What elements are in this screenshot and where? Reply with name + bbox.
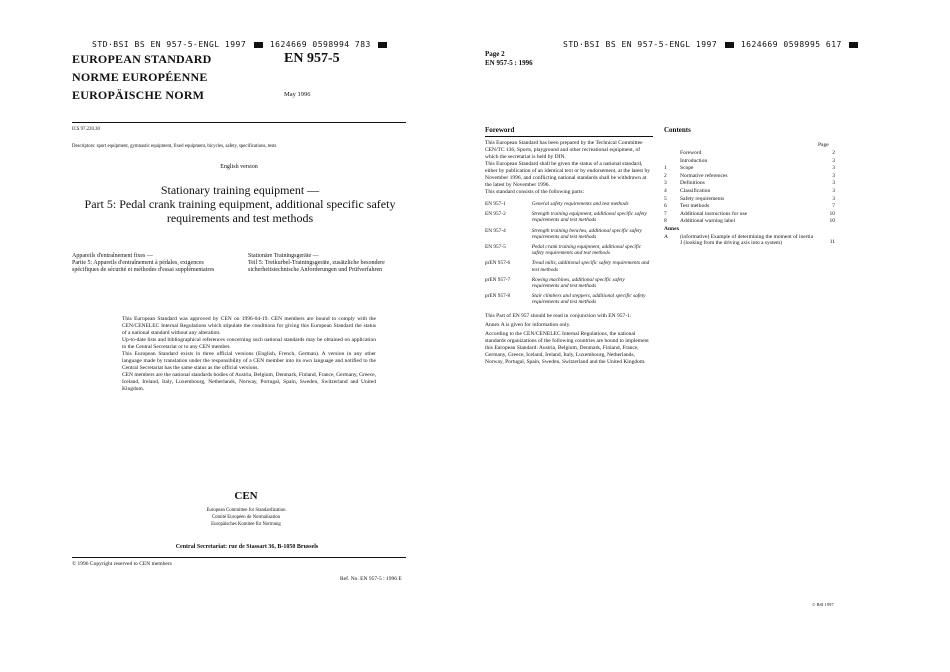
std-de: EUROPÄISCHE NORM bbox=[72, 88, 205, 102]
part-code: EN 957-1 bbox=[485, 201, 506, 207]
cen-names bbox=[170, 507, 322, 528]
toc-number: 5 bbox=[664, 195, 667, 202]
part-code: EN 957-5 bbox=[485, 244, 506, 251]
toc-number: 8 bbox=[664, 218, 667, 225]
toc-title: Safety requirements bbox=[680, 195, 725, 202]
en-number: EN 957-5 bbox=[284, 51, 340, 66]
right-stamp-code: 1624669 0598995 617 bbox=[740, 40, 842, 49]
part-code: prEN 957-6 bbox=[485, 260, 511, 267]
page-number: Page 2 bbox=[485, 50, 505, 58]
toc-entry[interactable] bbox=[664, 196, 835, 204]
toc-number: 2 bbox=[664, 172, 667, 179]
toc-page: 3 bbox=[832, 172, 835, 179]
bsi-copyright: © BSI 1997 bbox=[812, 602, 834, 607]
toc-title: Additional warning label bbox=[680, 218, 735, 225]
foreword-paragraph: This European Standard has been prepared by the Technical Committee CEN/TC 136, Sports, playground and other recreational equipment, of which the secretariat is held by DIN. bbox=[485, 140, 643, 160]
toc-page: 3 bbox=[832, 165, 835, 172]
part-row bbox=[485, 201, 653, 211]
title-line: Stationary training equipment — bbox=[160, 183, 320, 197]
part-description: Rowing machines, additional specific safety requirements and test methods bbox=[531, 276, 625, 290]
approval-text bbox=[122, 316, 376, 393]
toc-number: 4 bbox=[664, 187, 667, 194]
title-line: requirements and test methods bbox=[166, 211, 314, 225]
annex-label: Annex bbox=[664, 225, 680, 232]
left-stamp-text: STD·BSI BS EN 957-5-ENGL 1997 bbox=[92, 40, 247, 49]
secretariat: Central Secretariat: rue de Stassart 36, B-1050 Brussels bbox=[175, 544, 319, 550]
left-stamp-code: 1624669 0598994 783 bbox=[269, 40, 371, 49]
toc-entry[interactable] bbox=[664, 165, 835, 173]
toc-number: 1 bbox=[664, 165, 667, 172]
divider bbox=[72, 122, 406, 123]
divider bbox=[485, 136, 653, 137]
parts-table bbox=[485, 201, 653, 310]
version: English version bbox=[220, 164, 258, 170]
de-title-line: Teil 5: Tretkurbel-Trainingsgeräte, zusätzliche besondere sicherheitstechnische Anforderungen und Prüfverfahren bbox=[248, 260, 385, 273]
toc-table bbox=[664, 150, 835, 226]
cen-name-de: Europäisches Komitee für Normung bbox=[211, 522, 281, 527]
part-row bbox=[485, 228, 653, 244]
part-code: EN 957-2 bbox=[485, 211, 506, 218]
part-description: Stair climbers and steppers, additional specific safety requirements and test methods bbox=[531, 293, 646, 306]
foreword-paragraph: This standard consists of the following parts: bbox=[485, 189, 584, 195]
part-row bbox=[485, 244, 653, 260]
document-title bbox=[62, 183, 418, 225]
toc-title: Normative references bbox=[680, 172, 728, 179]
stamp-bar bbox=[378, 42, 387, 48]
paragraph: This European Standard exists in three official versions (English, French, German). A version in any other language made by translation under the responsibility of a CEN member into its own language and notified to the Central Secretariat has the same status as the official versions. bbox=[122, 351, 376, 371]
toc-entry[interactable] bbox=[664, 188, 835, 196]
fr-title-line: Appareils d'entraînement fixes — bbox=[72, 253, 153, 259]
copyright: © 1996 Copyright reserved to CEN members bbox=[72, 561, 172, 567]
descriptors: Descriptors: sport equipment, gymnastic equipment, fixed equipment, bicycles, safety, specifications, tests bbox=[72, 144, 277, 149]
page-header bbox=[485, 50, 533, 68]
part-code: EN 957-4 bbox=[485, 227, 506, 234]
part-description: Pedal crank training equipment, additional specific safety requirements and test methods bbox=[531, 244, 642, 257]
part-row bbox=[485, 211, 653, 227]
cen-logo: CEN bbox=[234, 490, 258, 502]
german-title bbox=[248, 253, 418, 274]
annex-table bbox=[664, 234, 835, 247]
toc-page: 3 bbox=[832, 157, 835, 164]
toc-page: 10 bbox=[829, 218, 835, 225]
ics: ICS 97.220.30 bbox=[72, 127, 100, 132]
toc-entry[interactable] bbox=[664, 211, 835, 219]
foreword-body bbox=[485, 140, 653, 366]
part-description: General safety requirements and test methods bbox=[531, 201, 629, 207]
right-stamp-text: STD·BSI BS EN 957-5-ENGL 1997 bbox=[563, 40, 718, 49]
paragraph: This European Standard was approved by CEN on 1996-04-19. CEN members are bound to comply with the CEN/CENELEC Internal Regulations which stipulate the conditions for giving this European Standard the status of a national standard without any alteration. bbox=[122, 316, 376, 336]
toc-number bbox=[664, 150, 680, 158]
toc-page: 3 bbox=[832, 187, 835, 194]
fr-title-line: Partie 5: Appareils d'entraînement à pédales, exigences spécifiques de sécurité et méthodes d'essai supplémentaires bbox=[72, 260, 215, 273]
page-en-ref: EN 957-5 : 1996 bbox=[485, 59, 533, 67]
left-stamp bbox=[92, 40, 389, 49]
std-fr: NORME EUROPÉENNE bbox=[72, 70, 208, 84]
toc-number: 3 bbox=[664, 180, 667, 187]
annex-letter: A bbox=[664, 233, 668, 240]
annex-page: 11 bbox=[829, 238, 835, 245]
toc-page: 10 bbox=[829, 210, 835, 217]
part-row bbox=[485, 260, 653, 276]
part-description: Strength training benches, additional specific safety requirements and test methods bbox=[531, 227, 642, 240]
stamp-bar bbox=[849, 42, 858, 48]
part-code: prEN 957-7 bbox=[485, 276, 511, 283]
stamp-bar bbox=[254, 42, 263, 48]
annex-title: (informative) Example of determining the moment of inertia J (looking from the driving axis into a system) bbox=[680, 233, 814, 247]
toc-entry[interactable] bbox=[664, 180, 835, 188]
paragraph: Up-to-date lists and bibliographical references concerning such national standards may be obtained on application to the Central Secretariat or to any CEN member. bbox=[122, 337, 376, 350]
toc-title: Introduction bbox=[680, 157, 708, 164]
contents-title: Contents bbox=[664, 126, 691, 134]
toc-number bbox=[664, 158, 680, 166]
french-title bbox=[72, 253, 230, 274]
foreword-paragraph: This European Standard shall be given the status of a national standard, either by publication of an identical text or by endorsement, at the latest by November 1996, and conflicting national standards shall be withdrawn at the latest by November 1996. bbox=[485, 161, 650, 188]
toc-title: Additional instructions for use bbox=[680, 210, 748, 217]
de-title-line: Stationäre Trainingsgeräte — bbox=[248, 253, 319, 259]
foreword-title: Foreword bbox=[485, 126, 515, 134]
page-column-label: Page bbox=[818, 142, 829, 148]
part-row bbox=[485, 277, 653, 293]
cen-name-fr: Comité Européen de Normalisation bbox=[211, 515, 281, 520]
toc-title: Definitions bbox=[680, 180, 705, 187]
toc-entry[interactable] bbox=[664, 218, 835, 226]
stamp-bar bbox=[725, 42, 734, 48]
toc-page: 2 bbox=[832, 150, 835, 156]
toc bbox=[664, 150, 835, 247]
annex-row[interactable] bbox=[664, 234, 835, 247]
pub-date: May 1996 bbox=[284, 91, 311, 98]
right-stamp bbox=[563, 40, 860, 49]
foreword-paragraph: This Part of EN 957 should be read in conjunction with EN 957-1. bbox=[485, 312, 632, 319]
part-row bbox=[485, 293, 653, 309]
toc-title: Scope bbox=[680, 165, 694, 172]
part-description: Tread mills, additional specific safety requirements and test methods bbox=[531, 260, 650, 273]
part-description: Strength training equipment, additional specific safety requirements and test methods bbox=[531, 211, 647, 224]
toc-number: 7 bbox=[664, 210, 667, 217]
toc-page: 3 bbox=[832, 180, 835, 187]
toc-page: 3 bbox=[832, 195, 835, 202]
toc-number: 6 bbox=[664, 203, 667, 210]
std-en: EUROPEAN STANDARD bbox=[72, 52, 212, 66]
ref-number: Ref. No. EN 957-5 : 1996 E bbox=[340, 576, 402, 582]
toc-entry[interactable] bbox=[664, 203, 835, 211]
toc-title: Classification bbox=[680, 187, 711, 194]
cen-name-en: European Committee for Standardization bbox=[206, 508, 286, 513]
toc-title: Test methods bbox=[680, 203, 710, 210]
toc-entry[interactable] bbox=[664, 158, 835, 166]
foreword-paragraph: Annex A is given for information only. bbox=[485, 321, 571, 328]
title-line: Part 5: Pedal crank training equipment, additional specific safety bbox=[84, 197, 396, 211]
divider bbox=[72, 557, 406, 558]
part-code: prEN 957-8 bbox=[485, 293, 511, 300]
foreword-paragraph: According to the CEN/CENELEC Internal Regulations, the national standards organizations of the following countries are bound to implement this European Standard: Austria, Belgium, Denmark, Finland, France, Germany, Greece, Iceland, Ireland, Italy, Luxembourg, Netherlands, Norway, Portugal, Spain, Sweden, Switzerland and the United Kingdom. bbox=[485, 330, 649, 365]
toc-page: 7 bbox=[832, 203, 835, 210]
toc-title: Foreword bbox=[680, 150, 702, 156]
paragraph: CEN members are the national standards bodies of Austria, Belgium, Denmark, Finland, France, Germany, Greece, Iceland, Ireland, Italy, Luxembourg, Netherlands, Norway, Portugal, Spain, Sweden, Switzerland and United Kingdom. bbox=[122, 372, 376, 392]
toc-entry[interactable] bbox=[664, 150, 835, 158]
